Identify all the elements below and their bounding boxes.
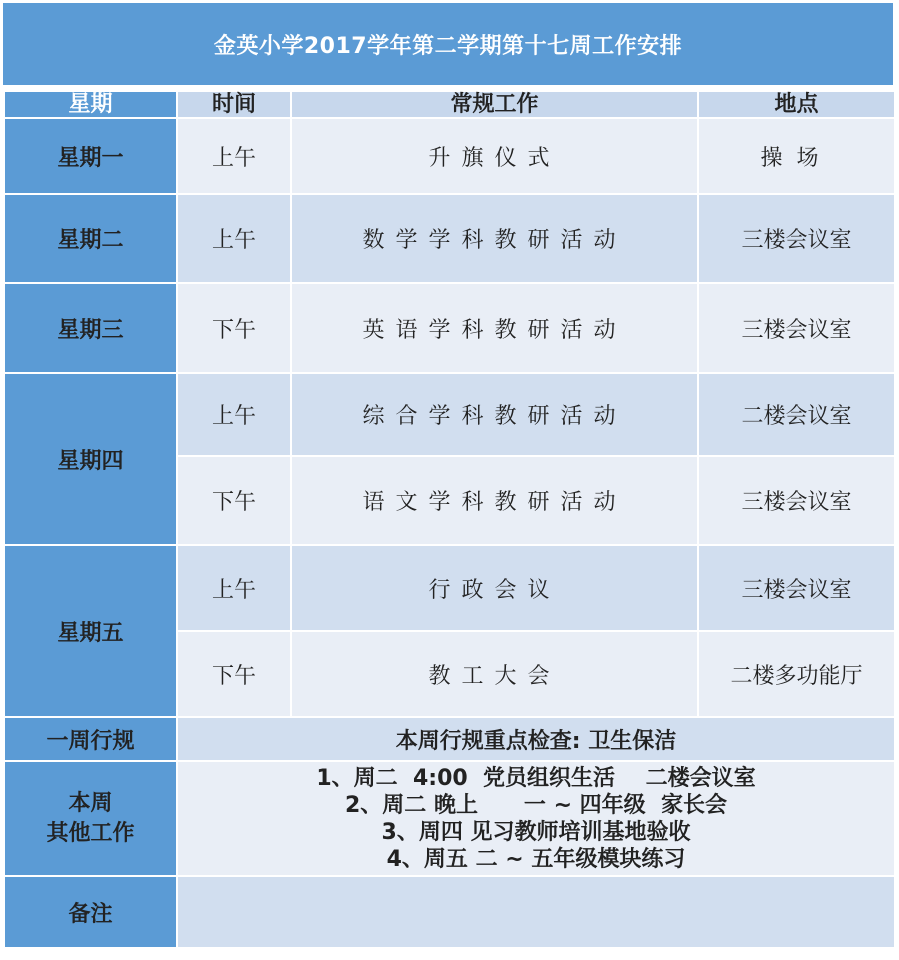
table-row	[5, 546, 894, 630]
work-cell: 教工大会	[292, 632, 697, 716]
time-cell: 上午	[178, 374, 290, 455]
table-row	[5, 718, 894, 760]
time-cell: 上午	[178, 119, 290, 193]
weekday-friday: 星期五	[5, 546, 176, 716]
time-cell: 上午	[178, 546, 290, 630]
work-cell: 升旗仪式	[292, 119, 697, 193]
work-cell: 综合学科教研活动	[292, 374, 697, 455]
weekday-monday: 星期一	[5, 119, 176, 193]
other-work-list	[178, 762, 894, 875]
page-title: 金英小学2017学年第二学期第十七周工作安排	[3, 3, 893, 85]
remarks-text	[178, 877, 894, 947]
time-cell: 下午	[178, 284, 290, 372]
weekday-thursday: 星期四	[5, 374, 176, 544]
place-cell: 三楼会议室	[699, 284, 894, 372]
work-cell: 行政会议	[292, 546, 697, 630]
list-item: 1、周二 4:00 党员组织生活 二楼会议室	[316, 765, 756, 791]
list-item: 3、周四 见习教师培训基地验收	[381, 819, 691, 845]
other-work-label-line1: 本周	[68, 790, 113, 816]
list-item: 4、周五 二 ~ 五年级模块练习	[386, 846, 686, 872]
other-work-label-line2: 其他工作	[46, 820, 135, 846]
weekday-tuesday: 星期二	[5, 195, 176, 282]
place-cell: 三楼会议室	[699, 457, 894, 544]
other-work-label	[5, 762, 176, 875]
table-row	[5, 374, 894, 455]
work-cell: 数学学科教研活动	[292, 195, 697, 282]
header-work: 常规工作	[292, 92, 697, 117]
work-cell: 英语学科教研活动	[292, 284, 697, 372]
table-row	[5, 762, 894, 875]
routine-text: 本周行规重点检查: 卫生保洁	[178, 718, 894, 760]
weekday-wednesday: 星期三	[5, 284, 176, 372]
table-row	[5, 119, 894, 193]
schedule-table	[3, 90, 896, 949]
place-cell: 操场	[699, 119, 894, 193]
table-row	[5, 195, 894, 282]
routine-label: 一周行规	[5, 718, 176, 760]
list-item: 2、周二 晚上 一 ~ 四年级 家长会	[345, 792, 727, 818]
header-place: 地点	[699, 92, 894, 117]
time-cell: 下午	[178, 457, 290, 544]
time-cell: 下午	[178, 632, 290, 716]
header-time: 时间	[178, 92, 290, 117]
table-row	[5, 877, 894, 947]
time-cell: 上午	[178, 195, 290, 282]
place-cell: 二楼会议室	[699, 374, 894, 455]
place-cell: 二楼多功能厅	[699, 632, 894, 716]
header-weekday: 星期	[5, 92, 176, 117]
place-cell: 三楼会议室	[699, 195, 894, 282]
header-row	[5, 92, 894, 117]
table-row	[5, 284, 894, 372]
remarks-label: 备注	[5, 877, 176, 947]
place-cell: 三楼会议室	[699, 546, 894, 630]
work-cell: 语文学科教研活动	[292, 457, 697, 544]
